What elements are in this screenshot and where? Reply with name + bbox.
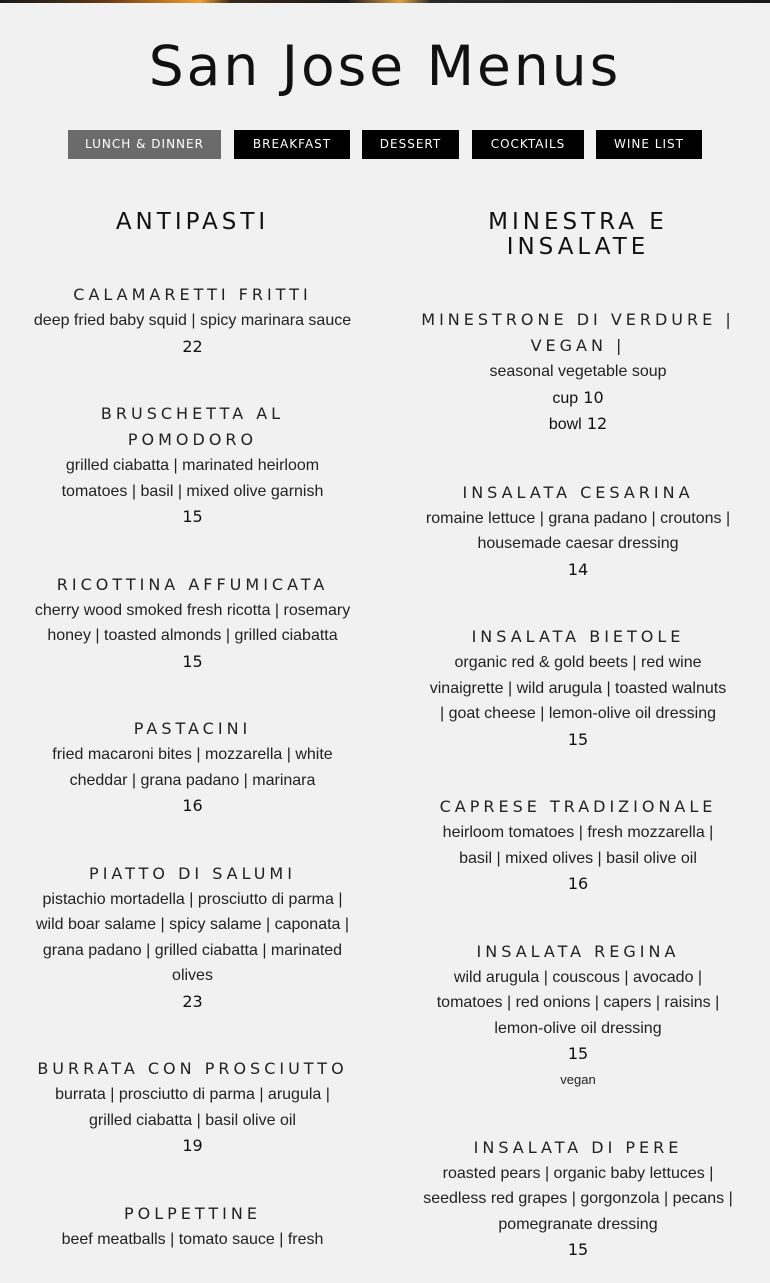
item-description: romaine lettuce | grana padano | croutons | housemade caesar dressing bbox=[425, 509, 731, 552]
item-name: RICOTTINA AFFUMICATA bbox=[56, 574, 329, 594]
item-price: 19 bbox=[182, 1136, 203, 1155]
item-name: INSALATA DI PERE bbox=[473, 1137, 683, 1157]
tab-lunch-dinner[interactable]: LUNCH & DINNER bbox=[68, 130, 221, 159]
menu-item-ricottina bbox=[30, 572, 355, 675]
tab-breakfast[interactable]: BREAKFAST bbox=[234, 130, 350, 159]
item-description: beef meatballs | tomato sauce | fresh bbox=[61, 1230, 324, 1248]
item-description: seasonal vegetable soup bbox=[489, 363, 667, 380]
item-description: wild arugula | couscous | avocado | tomatoes | red onions | capers | raisins | lemon-olive oil dressing bbox=[436, 968, 720, 1037]
item-name: BRUSCHETTA AL POMODORO bbox=[100, 404, 285, 449]
item-description: pistachio mortadella | prosciutto di parma | wild boar salame | spicy salame | caponata | grana padano | grilled ciabatta | marinated olives bbox=[35, 890, 350, 984]
menu-tabs bbox=[0, 130, 770, 159]
item-description: roasted pears | organic baby lettuces | seedless red grapes | gorgonzola | pecans | pomegranate dressing bbox=[423, 1164, 733, 1233]
item-name: MINESTRONE DI VERDURE | VEGAN | bbox=[421, 310, 735, 355]
item-name: INSALATA BIETOLE bbox=[471, 627, 685, 646]
page-title: San Jose Menus bbox=[148, 34, 622, 98]
menu-item-caprese bbox=[416, 794, 740, 897]
bowl-price: 12 bbox=[586, 414, 608, 433]
item-name: INSALATA CESARINA bbox=[462, 482, 694, 502]
cup-price-line bbox=[416, 385, 740, 412]
item-name: CAPRESE TRADIZIONALE bbox=[439, 797, 717, 816]
menu-item-minestrone bbox=[416, 307, 740, 438]
cup-label: cup bbox=[552, 389, 579, 407]
item-name: PIATTO DI SALUMI bbox=[89, 863, 296, 883]
menu-item-bietole bbox=[416, 624, 740, 752]
menu-item-pastacini bbox=[30, 716, 355, 819]
item-description: fried macaroni bites | mozzarella | white cheddar | grana padano | marinara bbox=[52, 746, 333, 789]
tab-dessert[interactable]: DESSERT bbox=[362, 130, 459, 159]
item-description: organic red & gold beets | red wine vinaigrette | wild arugula | toasted walnuts | goat cheese | lemon-olive oil dressing bbox=[429, 654, 727, 722]
item-price: 23 bbox=[182, 991, 203, 1011]
item-name: CALAMARETTI FRITTI bbox=[73, 285, 312, 304]
item-price: 15 bbox=[567, 1044, 589, 1063]
item-price: 15 bbox=[182, 651, 203, 671]
menu-item-burrata bbox=[30, 1056, 355, 1159]
menu-item-regina bbox=[416, 939, 740, 1093]
item-price: 16 bbox=[567, 874, 589, 893]
item-description: deep fried baby squid | spicy marinara sauce bbox=[33, 312, 352, 329]
item-price: 15 bbox=[567, 1240, 589, 1259]
section-title-antipasti: ANTIPASTI bbox=[115, 209, 270, 235]
item-price: 15 bbox=[182, 507, 203, 526]
minestra-insalate-section bbox=[416, 205, 740, 1263]
menu-item-polpettine bbox=[30, 1201, 355, 1253]
menu-item-salumi bbox=[30, 861, 355, 1015]
item-price: 14 bbox=[567, 559, 589, 579]
item-price: 15 bbox=[567, 729, 589, 749]
hero-image-strip bbox=[0, 0, 770, 3]
item-price: 22 bbox=[182, 336, 203, 356]
item-name: BURRATA CON PROSCIUTTO bbox=[37, 1059, 348, 1078]
section-title-minestra: MINESTRA E INSALATE bbox=[488, 209, 668, 260]
item-description: burrata | prosciutto di parma | arugula | grilled ciabatta | basil olive oil bbox=[55, 1086, 330, 1129]
item-name: POLPETTINE bbox=[124, 1203, 261, 1223]
bowl-label: bowl bbox=[548, 416, 582, 433]
bowl-price-line bbox=[416, 411, 740, 438]
item-description: cherry wood smoked fresh ricotta | rosemary honey | toasted almonds | grilled ciabatta bbox=[34, 601, 351, 644]
tab-cocktails[interactable]: COCKTAILS bbox=[472, 130, 584, 159]
menu-item-cesarina bbox=[416, 480, 740, 583]
dietary-tag: vegan bbox=[560, 1071, 596, 1087]
item-name: PASTACINI bbox=[133, 719, 252, 738]
item-description: heirloom tomatoes | fresh mozzarella | basil | mixed olives | basil olive oil bbox=[442, 824, 714, 867]
item-description: grilled ciabatta | marinated heirloom tomatoes | basil | mixed olive garnish bbox=[61, 457, 324, 500]
antipasti-section bbox=[30, 205, 355, 1252]
item-price: 16 bbox=[182, 796, 203, 815]
item-name: INSALATA REGINA bbox=[476, 941, 680, 961]
menu-item-calamaretti bbox=[30, 282, 355, 359]
menu-item-pere bbox=[416, 1135, 740, 1263]
menu-item-bruschetta bbox=[30, 401, 355, 530]
cup-price: 10 bbox=[583, 387, 604, 407]
tab-wine-list[interactable]: WINE LIST bbox=[596, 130, 702, 159]
